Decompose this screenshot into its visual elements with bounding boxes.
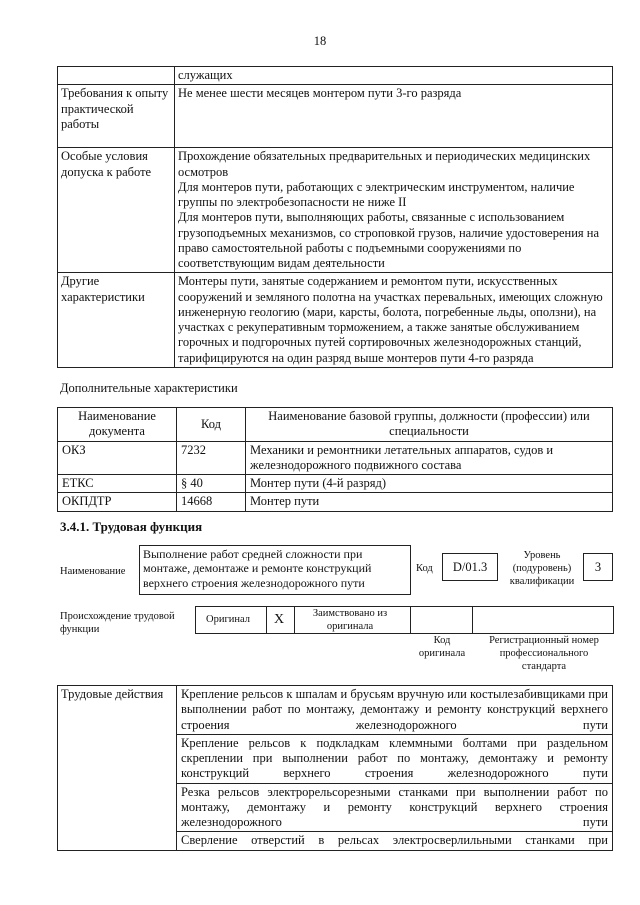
row-label: Требования к опыту практической работы bbox=[58, 85, 175, 148]
row-value: Монтеры пути, занятые содержанием и ремонтом пути, искусственных сооружений и земляного полотна на участках перевальных, имеющих сложную инженерную геологию (мари, карсты, болота, погребенные льды, оползни), на участках с рекуперативным торможением, а также занятые обслуживанием горочных и подгорочных путей сортировочных железнодорожных станций, тарифицируются на один разряд выше монтеров пути 4-го разряда bbox=[175, 273, 613, 368]
borrowed-label: Заимствовано из оригинала bbox=[312, 608, 388, 632]
additional-table bbox=[57, 407, 613, 512]
labor-action: Сверление отверстий в рельсах электросверлильными станками при bbox=[177, 832, 613, 850]
additional-title: Дополнительные характеристики bbox=[60, 381, 238, 395]
table-header-row bbox=[58, 408, 613, 442]
page-number: 18 bbox=[313, 34, 327, 48]
row-label: Особые условия допуска к работе bbox=[58, 148, 175, 273]
row-value bbox=[175, 148, 613, 273]
code-value: D/01.3 bbox=[442, 553, 498, 581]
cell-code: § 40 bbox=[177, 475, 246, 493]
requirements-table bbox=[57, 66, 613, 368]
labor-action: Резка рельсов электрорельсорезными станками при выполнении работ по монтажу, демонтажу и ремонту конструкций верхнего строения железнодорожного пути bbox=[177, 783, 613, 832]
cell-code: 7232 bbox=[177, 441, 246, 475]
table-row bbox=[58, 85, 613, 148]
labor-action: Крепление рельсов к шпалам и брусьям вручную или костылезабивщиками при выполнении работ по монтажу, демонтажу и ремонту конструкций верхнего строения железнодорожного пути bbox=[177, 686, 613, 735]
table-row bbox=[58, 686, 613, 735]
table-row bbox=[58, 441, 613, 475]
name-label: Наименование bbox=[60, 566, 126, 577]
level-value: 3 bbox=[583, 553, 613, 581]
cell-doc: ЕТКС bbox=[58, 475, 177, 493]
value-line: Прохождение обязательных предварительных и периодических медицинских осмотров bbox=[178, 149, 591, 179]
cell-doc: ОКЗ bbox=[58, 441, 177, 475]
function-name: Выполнение работ средней сложности при монтаже, демонтаже и ремонте конструкций верхнего строения железнодорожного пути bbox=[139, 545, 411, 595]
section-title: 3.4.1. Трудовая функция bbox=[60, 519, 203, 534]
code-original-label: Код оригинала bbox=[418, 635, 466, 660]
table-row bbox=[58, 67, 613, 85]
labor-action: Крепление рельсов к подкладкам клеммными болтами при раздельном скреплении при выполнении работ по монтажу, демонтажу и ремонту конструкций верхнего строения железнодорожного пути bbox=[177, 734, 613, 783]
level-label: Уровень (подуровень) квалификации bbox=[509, 550, 575, 588]
value-line: Для монтеров пути, выполняющих работы, связанные с использованием грузоподъемных механизмов, со строповкой грузов, наличие удостоверения на право самостоятельной работы с подъемными сооружениями по соответствующим видам деятельности bbox=[178, 210, 600, 270]
row-value: Не менее шести месяцев монтером пути 3-го разряда bbox=[175, 85, 613, 148]
table-row bbox=[58, 148, 613, 273]
code-label: Код bbox=[416, 563, 433, 574]
continued-text: служащих bbox=[175, 67, 613, 85]
origin-label: Происхождение трудовой функции bbox=[60, 611, 175, 636]
table-row bbox=[58, 273, 613, 368]
header-code: Код bbox=[177, 408, 246, 442]
cell-name: Монтер пути (4-й разряд) bbox=[246, 475, 613, 493]
original-mark: X bbox=[274, 612, 285, 627]
labor-actions-label: Трудовые действия bbox=[58, 686, 177, 851]
header-doc: Наименование документа bbox=[58, 408, 177, 442]
labor-actions-table bbox=[57, 685, 613, 851]
cell-name: Монтер пути bbox=[246, 493, 613, 511]
original-label: Оригинал bbox=[206, 614, 250, 625]
cell-code: 14668 bbox=[177, 493, 246, 511]
value-line: Для монтеров пути, работающих с электрическим инструментом, наличие группы по электробезопасности не ниже II bbox=[178, 179, 575, 209]
header-name: Наименование базовой группы, должности (профессии) или специальности bbox=[246, 408, 613, 442]
cell-name: Механики и ремонтники летательных аппаратов, судов и железнодорожного подвижного состава bbox=[246, 441, 613, 475]
table-row bbox=[58, 493, 613, 511]
cell-doc: ОКПДТР bbox=[58, 493, 177, 511]
origin-box bbox=[195, 606, 614, 634]
reg-number-label: Регистрационный номер профессионального стандарта bbox=[489, 635, 599, 673]
table-row bbox=[58, 475, 613, 493]
row-label: Другие характеристики bbox=[58, 273, 175, 368]
